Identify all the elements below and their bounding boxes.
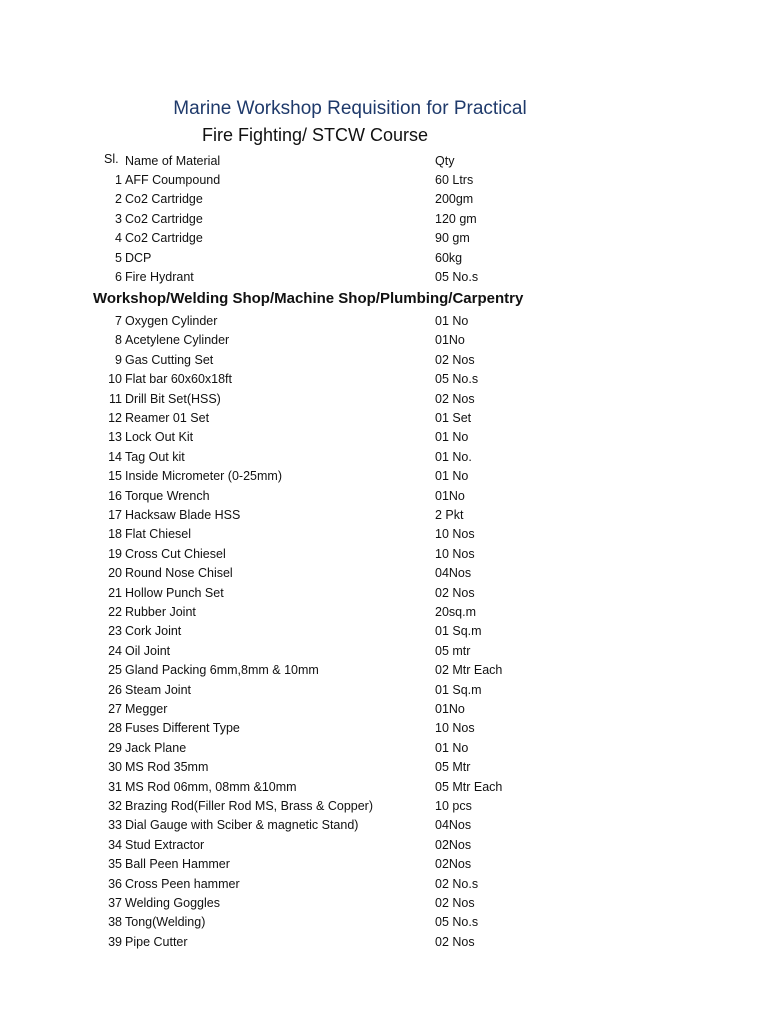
item-name: Co2 Cartridge [125, 231, 203, 246]
item-name: Oil Joint [125, 643, 171, 658]
table-row [0, 584, 768, 603]
item-name: Lock Out Kit [125, 430, 194, 445]
item-name: Flat bar 60x60x18ft [125, 372, 233, 387]
item-number: 17 [108, 508, 122, 522]
table-row [0, 816, 768, 835]
item-number: 38 [108, 915, 122, 930]
item-number: 3 [115, 211, 122, 226]
item-name: Welding Goggles [125, 896, 220, 910]
item-name: MS Rod 35mm [125, 760, 209, 775]
item-qty: 02Nos [435, 837, 472, 852]
item-name: Tag Out kit [125, 449, 185, 464]
item-number: 35 [108, 857, 122, 872]
table-row [0, 564, 768, 583]
item-name: MS Rod 06mm, 08mm &10mm [125, 779, 297, 794]
item-name: Gland Packing 6mm,8mm & 10mm [125, 663, 319, 678]
table-row [0, 797, 768, 816]
item-qty: 02 Nos [435, 934, 475, 949]
item-qty: 05 No.s [435, 372, 479, 387]
item-qty: 02 Mtr Each [435, 663, 503, 678]
document-title: Marine Workshop Requisition for Practical [173, 98, 527, 119]
item-number: 6 [115, 270, 122, 284]
table-row [0, 603, 768, 622]
item-name: AFF Coumpound [125, 173, 221, 187]
table-row [0, 268, 768, 287]
item-name: DCP [125, 250, 152, 265]
item-qty: 60 Ltrs [435, 173, 474, 187]
item-number: 4 [115, 231, 122, 246]
header-sl: Sl. [104, 152, 119, 166]
item-name: Stud Extractor [125, 837, 205, 852]
item-name: Drill Bit Set(HSS) [125, 391, 221, 406]
item-qty: 05 No.s [435, 270, 479, 284]
item-qty: 02Nos [435, 857, 472, 872]
table-row [0, 622, 768, 641]
table-row [0, 448, 768, 467]
item-number: 8 [115, 333, 122, 348]
item-number: 15 [108, 469, 122, 484]
item-number: 11 [109, 391, 122, 406]
item-qty: 01 No [435, 469, 469, 484]
table-row [0, 739, 768, 758]
table-row [0, 171, 768, 190]
table-row [0, 351, 768, 370]
item-name: Flat Chiesel [125, 527, 191, 542]
item-number: 34 [108, 837, 122, 852]
table-row [0, 506, 768, 525]
item-qty: 01 No. [435, 449, 472, 464]
item-qty: 10 Nos [435, 546, 475, 561]
item-qty: 01 Sq.m [435, 624, 482, 639]
section-workshop-title: Workshop/Welding Shop/Machine Shop/Plumbing/Carpentry [93, 290, 524, 307]
item-qty: 120 gm [435, 211, 477, 226]
table-row [0, 249, 768, 268]
table-row [0, 681, 768, 700]
table-row [0, 758, 768, 777]
item-name: Fire Hydrant [125, 270, 194, 284]
table-header [0, 152, 768, 171]
item-number: 37 [108, 896, 122, 910]
item-number: 14 [108, 449, 122, 464]
item-name: Hollow Punch Set [125, 585, 224, 600]
item-qty: 01 Sq.m [435, 682, 482, 697]
table-row [0, 719, 768, 738]
item-qty: 20sq.m [435, 605, 476, 619]
table-row [0, 933, 768, 952]
item-number: 12 [108, 411, 122, 425]
table-row [0, 875, 768, 894]
table-row [0, 467, 768, 486]
item-qty: 01 No [435, 314, 469, 328]
table-row [0, 409, 768, 428]
item-name: Inside Micrometer (0-25mm) [125, 469, 282, 484]
item-name: Torque Wrench [125, 488, 210, 503]
item-qty: 02 Nos [435, 352, 475, 367]
item-number: 33 [108, 818, 122, 833]
table-row [0, 836, 768, 855]
item-number: 32 [108, 799, 122, 813]
item-name: Cork Joint [125, 624, 182, 639]
item-name: Co2 Cartridge [125, 211, 203, 226]
item-name: Reamer 01 Set [125, 411, 210, 425]
table-row [0, 700, 768, 719]
header-name: Name of Material [125, 154, 221, 168]
table-row [0, 190, 768, 209]
item-qty: 05 mtr [435, 643, 471, 658]
item-qty: 01No [435, 488, 465, 503]
item-name: Oxygen Cylinder [125, 314, 218, 328]
item-qty: 200gm [435, 192, 474, 207]
item-number: 22 [108, 605, 122, 619]
item-number: 21 [108, 585, 122, 600]
item-number: 13 [108, 430, 122, 445]
item-number: 16 [108, 488, 122, 503]
item-number: 10 [108, 372, 122, 387]
item-number: 23 [108, 624, 122, 639]
item-qty: 01 Set [435, 411, 472, 425]
item-name: Cross Peen hammer [125, 876, 240, 891]
item-name: Co2 Cartridge [125, 192, 203, 207]
table-row [0, 370, 768, 389]
item-number: 27 [108, 702, 122, 716]
item-number: 18 [108, 527, 122, 542]
table-row [0, 210, 768, 229]
item-qty: 02 No.s [435, 876, 479, 891]
item-number: 29 [108, 740, 122, 755]
item-number: 24 [108, 643, 122, 658]
item-number: 9 [115, 352, 122, 367]
document-subtitle: Fire Fighting/ STCW Course [201, 125, 429, 145]
table-row [0, 331, 768, 350]
item-qty: 2 Pkt [435, 508, 464, 522]
table-row [0, 525, 768, 544]
item-qty: 05 No.s [435, 915, 479, 930]
item-name: Cross Cut Chiesel [125, 546, 226, 561]
item-qty: 01 No [435, 740, 469, 755]
table-row [0, 428, 768, 447]
item-qty: 05 Mtr Each [435, 779, 503, 794]
item-name: Brazing Rod(Filler Rod MS, Brass & Copper) [125, 799, 373, 813]
table-row [0, 855, 768, 874]
item-qty: 10 Nos [435, 721, 475, 736]
item-name: Megger [125, 702, 168, 716]
table-row [0, 229, 768, 248]
item-name: Hacksaw Blade HSS [125, 508, 241, 522]
item-number: 31 [108, 779, 122, 794]
item-qty: 05 Mtr [435, 760, 471, 775]
item-number: 1 [115, 173, 122, 187]
item-name: Round Nose Chisel [125, 566, 233, 581]
table-row [0, 913, 768, 932]
item-name: Ball Peen Hammer [125, 857, 230, 872]
item-qty: 10 pcs [435, 799, 472, 813]
table-row [0, 545, 768, 564]
item-number: 30 [108, 760, 122, 775]
item-name: Fuses Different Type [125, 721, 240, 736]
item-name: Gas Cutting Set [125, 352, 214, 367]
table-row [0, 661, 768, 680]
item-qty: 04Nos [435, 566, 472, 581]
item-qty: 01No [435, 333, 465, 348]
item-number: 19 [108, 546, 122, 561]
table-row [0, 312, 768, 331]
table-row [0, 487, 768, 506]
item-number: 2 [115, 192, 122, 207]
item-number: 26 [108, 682, 122, 697]
item-number: 39 [108, 934, 122, 949]
item-number: 7 [115, 314, 122, 328]
item-qty: 02 Nos [435, 896, 475, 910]
header-qty: Qty [435, 154, 455, 168]
item-name: Tong(Welding) [125, 915, 206, 930]
item-number: 25 [108, 663, 122, 678]
table-row [0, 642, 768, 661]
item-number: 28 [108, 721, 122, 736]
item-qty: 02 Nos [435, 391, 475, 406]
item-qty: 01No [435, 702, 465, 716]
item-qty: 60kg [435, 250, 463, 265]
item-name: Acetylene Cylinder [125, 333, 230, 348]
item-number: 36 [108, 876, 122, 891]
item-name: Pipe Cutter [125, 934, 188, 949]
item-qty: 02 Nos [435, 585, 475, 600]
table-row [0, 390, 768, 409]
item-qty: 04Nos [435, 818, 472, 833]
item-name: Dial Gauge with Sciber & magnetic Stand) [125, 818, 359, 833]
table-row [0, 778, 768, 797]
table-row [0, 894, 768, 913]
item-qty: 10 Nos [435, 527, 475, 542]
item-qty: 01 No [435, 430, 469, 445]
item-number: 20 [108, 566, 122, 581]
item-name: Steam Joint [125, 682, 192, 697]
item-name: Rubber Joint [125, 605, 196, 619]
item-number: 5 [115, 250, 122, 265]
item-qty: 90 gm [435, 231, 470, 246]
item-name: Jack Plane [125, 740, 187, 755]
